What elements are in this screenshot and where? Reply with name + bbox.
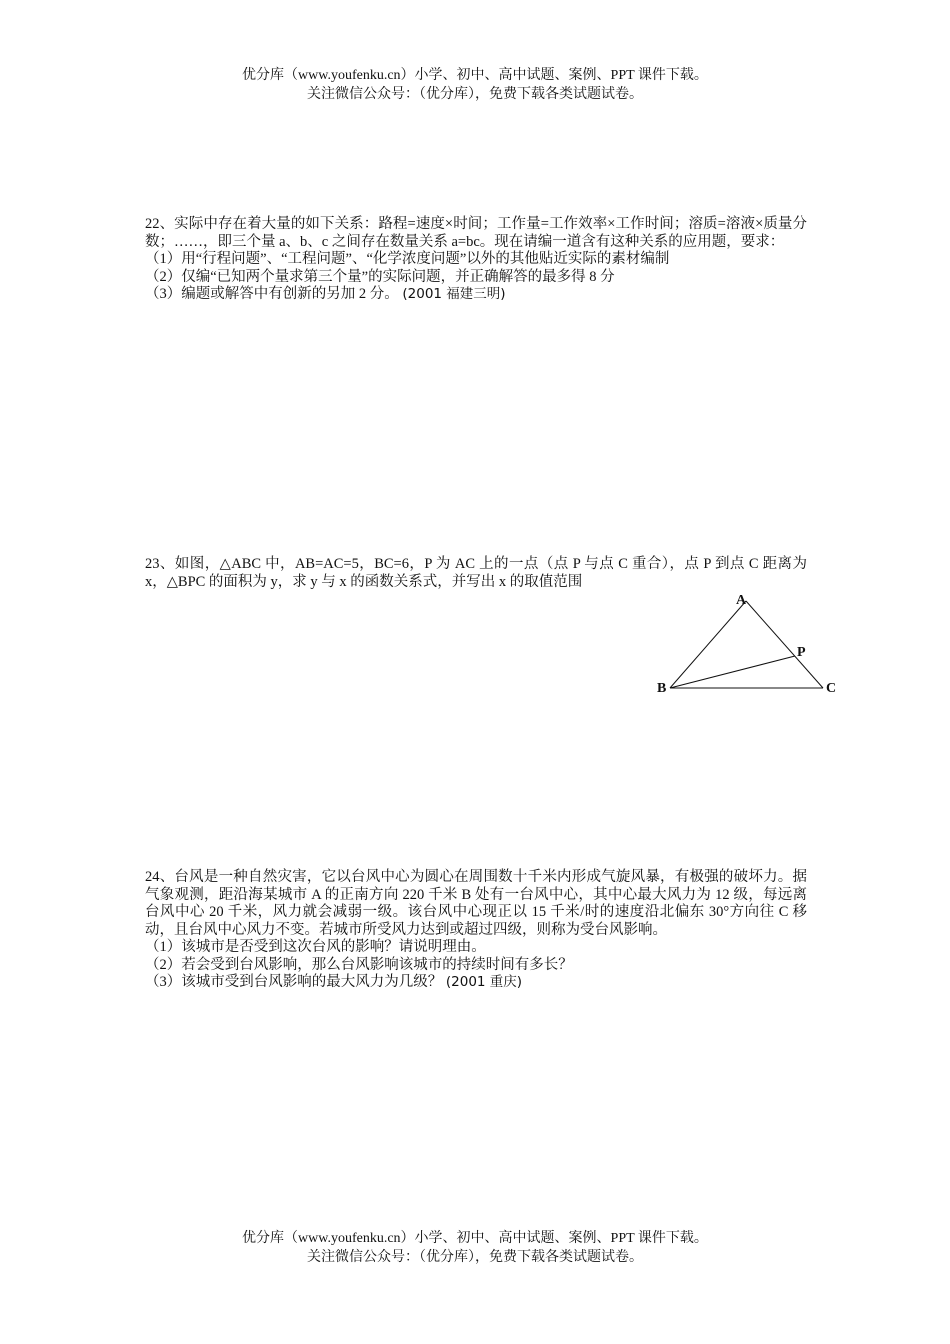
- question-22-requirement-2: （2）仅编“已知两个量求第三个量”的实际问题，并正确解答的最多得 8 分: [145, 268, 615, 285]
- question-24-source: (2001 重庆): [445, 974, 523, 990]
- question-22-requirement-3-text: （3）编题或解答中有创新的另加 2 分。: [145, 286, 399, 302]
- triangle-figure: [655, 588, 840, 698]
- question-24-intro: 24、台风是一种自然灾害，它以台风中心为圆心在周围数十千米内形成气旋风暴，有极强的破坏力。据气象观测，距沿海某城市 A 的正南方向 220 千米 B 处有一台风中心，其中心最大风力为 12 级，每远离台风中心 20 千米，风力就会减弱一级。该台风中心现正以 15 千米/时的速度沿北偏东 30°方向往 C 移动，且台风中心风力不变。若城市所受风力达到或超过四级，则称为受台风影响。: [145, 869, 807, 938]
- question-22-intro: 22、实际中存在着大量的如下关系：路程=速度×时间；工作量=工作效率×工作时间；溶质=溶液×质量分数；……，即三个量 a、b、c 之间存在数量关系 a=bc。现在请编一道含有这种关系的应用题，要求：: [145, 216, 807, 250]
- question-22-requirement-1: （1）用“行程问题”、“工程问题”、“化学浓度问题”以外的其他贴近实际的素材编制: [145, 251, 670, 267]
- question-23: [145, 556, 807, 591]
- question-22-requirement-3: [145, 286, 807, 304]
- vertex-label-c: C: [826, 681, 837, 696]
- question-24-part-1: （1）该城市是否受到这次台风的影响？请说明理由。: [145, 939, 486, 955]
- page-footer: [0, 1229, 950, 1267]
- question-23-text: 23、如图，△ABC 中，AB=AC=5，BC=6，P 为 AC 上的一点（点 P 与点 C 重合），点 P 到点 C 距离为 x，△BPC 的面积为 y，求 y 与 x 的函数关系式，并写出 x 的取值范围: [145, 556, 807, 590]
- segment-bp: [670, 656, 795, 688]
- question-22-source: (2001 福建三明): [402, 286, 506, 302]
- footer-line-2: 关注微信公众号：（优分库），免费下载各类试题试卷。: [307, 1250, 643, 1265]
- vertex-label-b: B: [657, 681, 667, 696]
- question-24-part-2: （2）若会受到台风影响，那么台风影响该城市的持续时间有多长？: [145, 956, 573, 973]
- page-header: [0, 66, 950, 104]
- header-line-1: 优分库（www.youfenku.cn）小学、初中、高中试题、案例、PPT 课件下载。: [242, 68, 708, 83]
- question-24-part-3-text: （3）该城市受到台风影响的最大风力为几级？: [145, 974, 443, 990]
- side-ab: [670, 601, 746, 688]
- side-ac: [746, 601, 823, 688]
- vertex-label-a: A: [736, 593, 747, 608]
- question-24-part-3: [145, 974, 807, 992]
- question-22: [145, 216, 807, 304]
- footer-line-1: 优分库（www.youfenku.cn）小学、初中、高中试题、案例、PPT 课件下载。: [242, 1231, 708, 1246]
- header-line-2: 关注微信公众号：（优分库），免费下载各类试题试卷。: [307, 87, 643, 102]
- question-24: [145, 869, 807, 992]
- point-label-p: P: [797, 645, 806, 660]
